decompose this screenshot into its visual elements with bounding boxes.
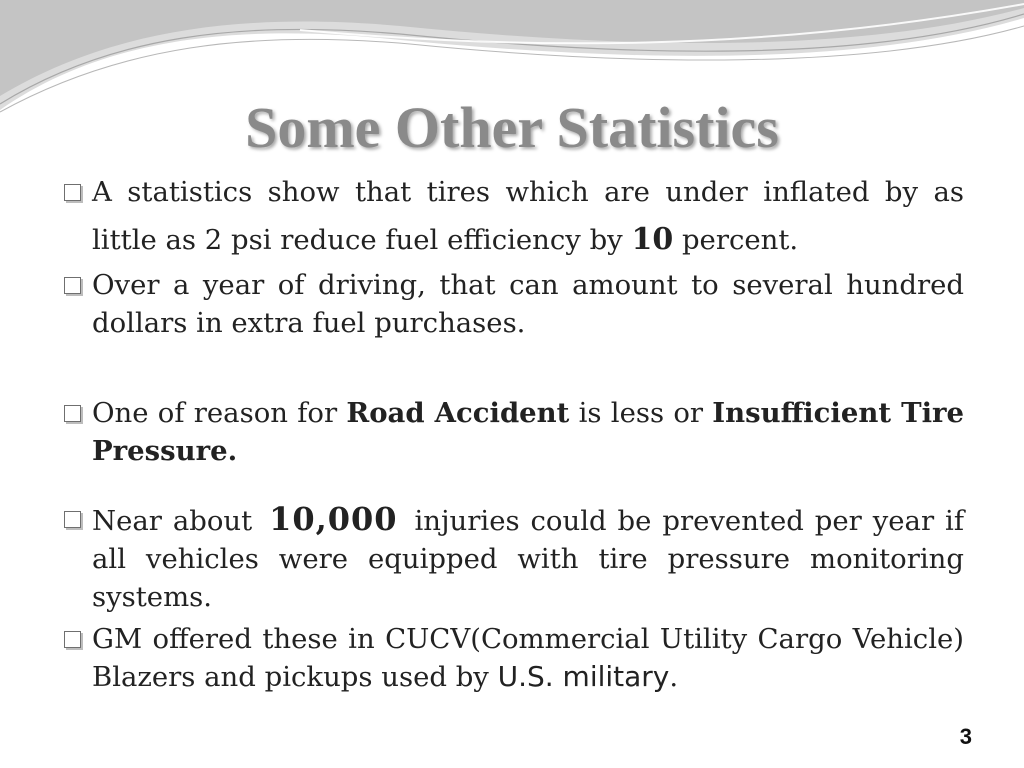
bullet-item: [60, 394, 964, 470]
bullet-list: [60, 168, 964, 696]
bullet-item: [60, 500, 964, 616]
bullet-text: injuries could be prevented per year if all vehicles were equipped with tire pressure monitoring systems.: [92, 505, 965, 613]
slide-title: Some Other Statistics: [245, 95, 779, 160]
hollow-square-bullet-icon: [64, 277, 81, 294]
bullet-emphasis-number: 10: [631, 222, 674, 257]
bullet-item: [60, 266, 964, 342]
hollow-square-bullet-icon: [64, 405, 81, 422]
bullet-text: .: [669, 661, 679, 693]
bullet-text: is less or: [569, 397, 713, 429]
bullet-item: [60, 168, 964, 264]
bullet-text: One of reason for: [92, 397, 347, 429]
bullet-sans-phrase: U.S. military: [497, 660, 670, 693]
bullet-text: A statistics show that tires which are under inflated by as little as 2 psi reduce fuel efficiency by: [92, 176, 964, 256]
page-number: 3: [959, 724, 972, 749]
bullet-bold-phrase: Insufficient Tire Pressure.: [92, 397, 964, 467]
hollow-square-bullet-icon: [64, 184, 81, 201]
hollow-square-bullet-icon: [64, 631, 81, 648]
bullet-text: percent.: [673, 224, 799, 256]
bullet-bold-phrase: Road Accident: [346, 397, 570, 429]
bullet-text: Near about: [92, 505, 253, 537]
bullet-text: Over a year of driving, that can amount to several hundred dollars in extra fuel purchases.: [92, 269, 964, 339]
bullet-text: GM offered these in CUCV(Commercial Utility Cargo Vehicle) Blazers and pickups used by: [92, 623, 964, 693]
bullet-emphasis-number: 10,000: [269, 500, 398, 538]
bullet-item: [60, 620, 964, 696]
hollow-square-bullet-icon: [64, 511, 81, 528]
